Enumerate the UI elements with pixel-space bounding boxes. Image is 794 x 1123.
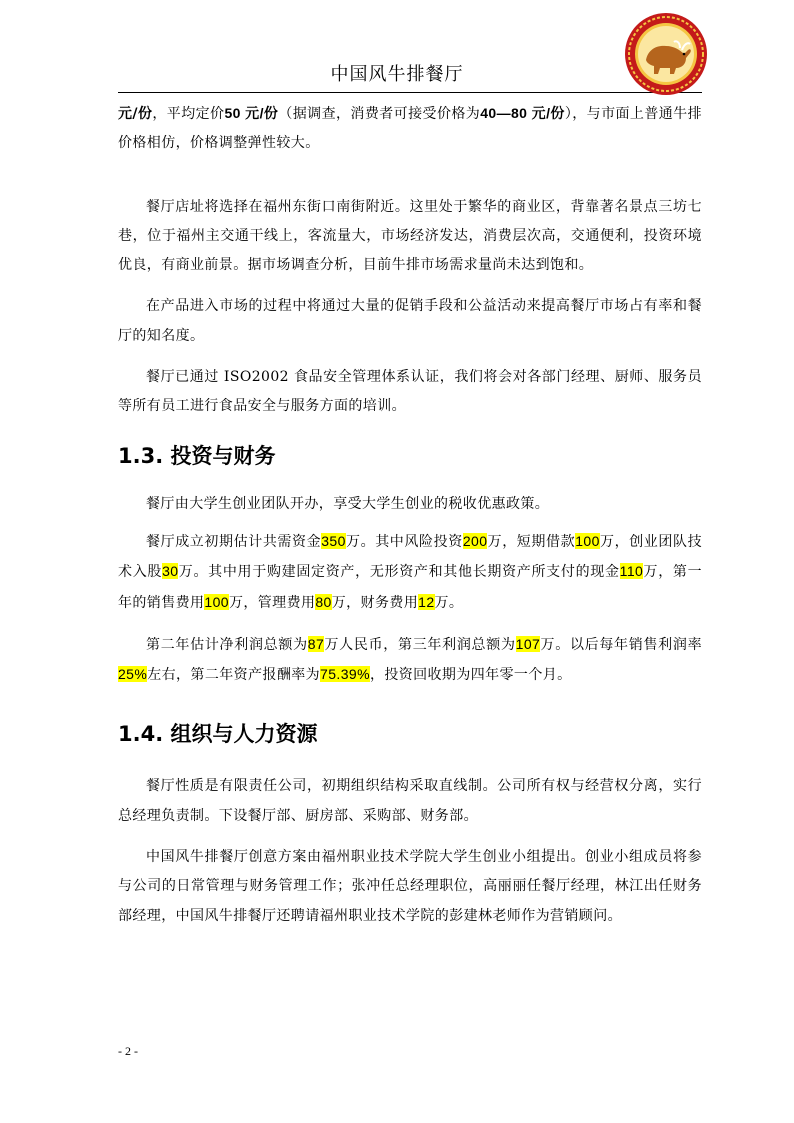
highlighted-value: 200 [462,532,488,549]
highlighted-value: 350 [321,532,346,549]
paragraph-profit [118,630,702,691]
paragraph-team: 中国风牛排餐厅创意方案由福州职业技术学院大学生创业小组提出。创业小组成员将参与公司的日常管理与财务管理工作；张冲任总经理职位，高丽丽任餐厅经理，林江出任财务部经理，中国风牛排餐厅还聘请福州职业技术学院的彭建林老师作为营销顾问。 [118,849,702,924]
text-segment: 万人民币，第三年利润总额为 [324,636,516,653]
page-number: - 2 - [118,1044,138,1058]
text-segment: 万。其中风险投资 [345,533,463,550]
highlighted-value: 80 [315,593,332,610]
text-segment: 万。 [434,594,464,611]
ox-emblem-icon [624,12,708,96]
highlighted-value: 25% [118,666,148,683]
section-heading-investment: 1.3. 投资与财务 [118,443,276,468]
highlighted-value: 30 [162,563,179,580]
highlighted-value: 100 [204,593,229,610]
page-header [0,0,794,95]
paragraph-promotion: 在产品进入市场的过程中将通过大量的促销手段和公益活动来提高餐厅市场占有率和餐厅的知名度。 [118,298,702,344]
highlighted-value: 12 [418,593,435,610]
paragraph-certification: 餐厅已通过 ISO2002 食品安全管理体系认证，我们将会对各部门经理、厨师、服务员等所有员工进行食品安全与服务方面的培训。 [118,369,702,415]
text-segment: 万，管理费用 [228,594,316,611]
paragraph-capital [118,527,702,618]
average-price-text: 50 元/份 [224,105,279,121]
text-segment: ），与市面上普通牛排价格相仿，价格调整弹性较大。 [118,106,702,152]
text-segment: 左右，第二年资产报酬率为 [147,667,321,684]
paragraph-location: 餐厅店址将选择在福州东街口南街附近。这里处于繁华的商业区，背靠著名景点三坊七巷，位于福州主交通干线上，客流量大，市场经济发达，消费层次高，交通便利，投资环境优良，有商业前景。据市场调查分析，目前牛排市场需求量尚未达到饱和。 [118,198,702,274]
page-body [118,97,702,931]
highlighted-value: 100 [575,532,600,549]
header-title: 中国风牛排餐厅 [330,64,464,85]
text-segment: 万，短期借款 [487,533,576,550]
paragraph-pricing [118,99,702,159]
text-segment: 餐厅成立初期估计共需资金 [146,533,322,550]
text-segment: ，投资回收期为四年零一个月。 [369,667,572,684]
highlighted-value: 75.39% [320,666,370,683]
text-segment: 万，财务费用 [331,594,419,611]
paragraph-structure: 餐厅性质是有限责任公司，初期组织结构采取直线制。公司所有权与经营权分离，实行总经理负责制。下设餐厅部、厨房部、采购部、财务部。 [118,778,702,824]
text-segment: 万，创业团队技术入股 [118,533,702,581]
price-unit-text: 元/份 [118,106,153,122]
highlighted-value: 107 [515,635,541,652]
text-segment: ，平均定价 [152,106,225,122]
highlighted-value: 110 [619,563,644,580]
text-segment: 第二年估计净利润总额为 [146,636,308,653]
header-rule [118,92,702,93]
price-range-text: 40—80 元/份 [480,105,565,121]
text-segment: 万。其中用于购建固定资产，无形资产和其他长期资产所支付的现金 [178,564,620,581]
text-segment: 万。以后每年销售利润率 [540,636,702,653]
paragraph-tax-policy: 餐厅由大学生创业团队开办，享受大学生创业的税收优惠政策。 [146,495,550,512]
section-heading-organization: 1.4. 组织与人力资源 [118,722,318,747]
text-segment: 万，第一年的销售费用 [118,564,702,611]
highlighted-value: 87 [307,635,325,652]
text-segment: （据调查，消费者可接受价格为 [278,106,481,122]
